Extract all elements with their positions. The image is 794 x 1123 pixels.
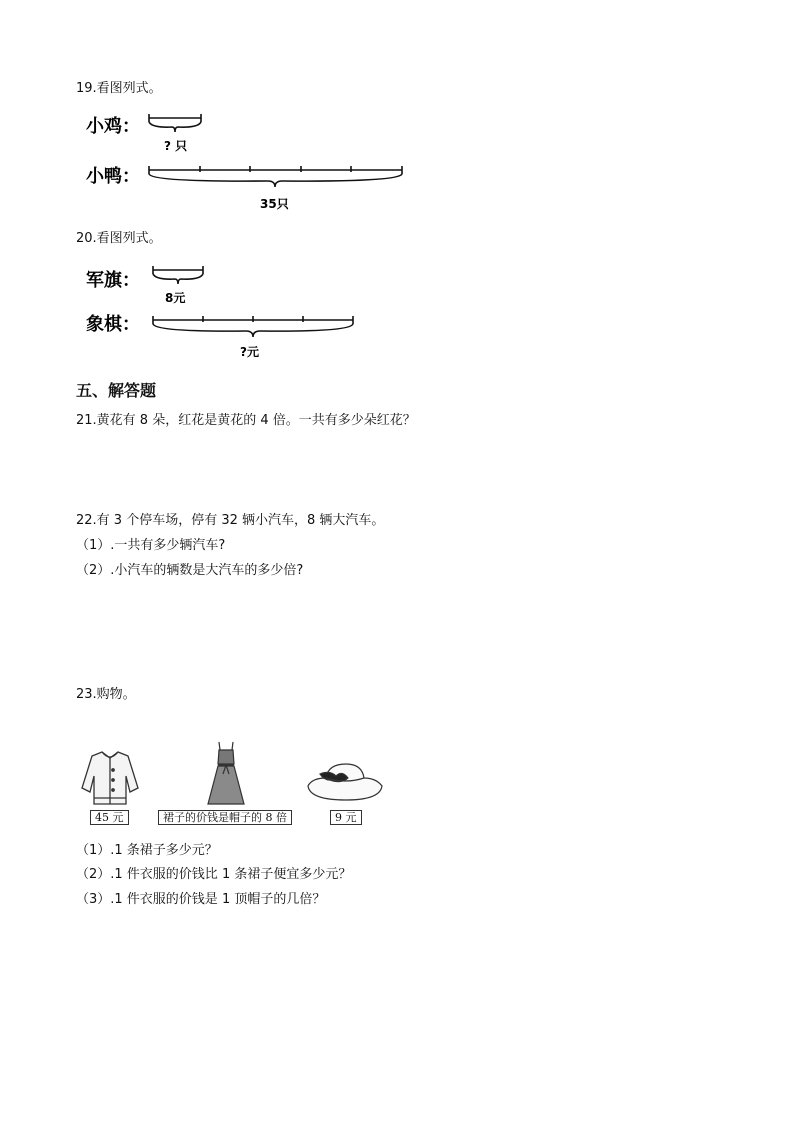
- q22-sub2: （2）.小汽车的辆数是大汽车的多少倍?: [76, 563, 304, 578]
- section-heading: 五、解答题: [76, 381, 157, 400]
- q20-title: 20.看图列式。: [76, 231, 162, 246]
- q20-figure: [80, 258, 380, 364]
- coat-image: [80, 748, 140, 806]
- q19-duck-label: 小鸭：: [86, 166, 140, 187]
- q19-chick-label: 小鸡：: [86, 116, 140, 137]
- q22-sub1: （1）.一共有多少辆汽车?: [76, 538, 226, 553]
- hat-image: [306, 760, 384, 804]
- q20-flag-label: 军旗：: [86, 270, 140, 291]
- q20-flag-note: 8元: [165, 291, 186, 305]
- q23-sub1: （1）.1 条裙子多少元？: [76, 843, 218, 858]
- q19-chick-segment: [149, 114, 201, 132]
- q20-chess-segment: [153, 316, 353, 337]
- q23-sub3: （3）.1 件衣服的价钱是 1 顶帽子的几倍？: [76, 892, 326, 907]
- hat-price: 9 元: [330, 810, 362, 825]
- q19-duck-segment: [149, 166, 402, 187]
- q20-chess-note: ?元: [240, 345, 259, 359]
- q23-sub2: （2）.1 件衣服的价钱比 1 条裙子便宜多少元？: [76, 867, 352, 882]
- q19-duck-note: 35只: [260, 197, 289, 211]
- q19-chick-note: ? 只: [164, 139, 188, 153]
- coat-price: 45 元: [90, 810, 129, 825]
- q20-chess-label: 象棋：: [86, 314, 140, 335]
- q21-text: 21.黄花有 8 朵，红花是黄花的 4 倍。一共有多少朵红花？: [76, 413, 416, 428]
- q23-text: 23.购物。: [76, 687, 136, 702]
- q19-title: 19.看图列式。: [76, 81, 162, 96]
- dress-price-note: 裙子的价钱是帽子的 8 倍: [158, 810, 292, 825]
- dress-image: [206, 740, 246, 806]
- q20-flag-segment: [153, 266, 203, 284]
- q22-text: 22.有 3 个停车场，停有 32 辆小汽车，8 辆大汽车。: [76, 513, 385, 528]
- q19-figure: [80, 108, 420, 216]
